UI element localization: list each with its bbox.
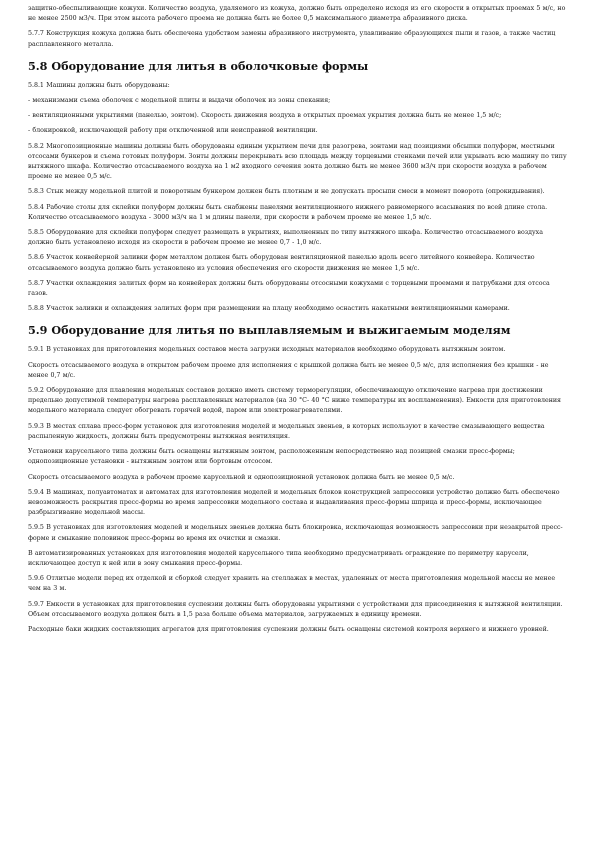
section-heading: 5.9 Оборудование для литья по выплавляемым и выжигаемым моделям [28,323,511,338]
paragraph: защитно-обеспыливающие кожухи. Количество воздуха, удаляемого из кожуха, должно быть определено исходя из его скорости в открытых проемах 5 м/с, но не менее 2500 м3/ч. При этом высота рабочего проема не должна быть не более 0,5 максимального диаметра абразивного диска. [28,5,566,23]
paragraph: - вентиляционными укрытиями (панелью, зонтом). Скорость движения воздуха в открытых проемах укрытия должна быть не менее 1,5 м/с; [28,112,502,120]
section-heading: 5.8 Оборудование для литья в оболочковые формы [28,58,369,73]
paragraph: Расходные баки жидких составляющих агрегатов для приготовления суспензии должны быть оснащены системой контроля верхнего и нижнего уровней. [28,625,549,633]
paragraph: 5.8.4 Рабочие столы для склейки полуформ должны быть снабжены панелями вентиляционного нижнего равномерного всасывания по всей длине стола. Количество отсасываемого воздуха - 3000 м3/ч на 1 м длины панели, при скорости в рабочем проеме не менее 1,5 м/с. [28,203,548,221]
paragraph: 5.9.3 В местах сплава пресс-форм установок для изготовления моделей и модельных звеньев, в которых используют в качестве смазывающего вещества распыленную жидкость, должны быть предусмотрены вытяжная вентиляция. [28,422,545,440]
paragraph: 5.8.8 Участок заливки и охлаждения залитых форм при размещении на плацу необходимо оснастить накатными вентиляционными камерами. [28,305,510,313]
paragraph: 5.9.5 В установках для изготовления моделей и модельных звеньев должна быть блокировка, исключающая возможность запрессовки при незакрытой пресс-форме и смыкание половинок пресс-формы во время их очистки и смазки. [28,524,563,542]
paragraph: 5.8.1 Машины должны быть оборудованы: [28,81,170,89]
paragraph: 5.7.7 Конструкция кожуха должна быть обеспечена удобством замены абразивного инструмента, улавливание образующихся пыли и газов, а также частиц расплавленного металла. [28,30,556,48]
paragraph: - блокировкой, исключающей работу при отключенной или неисправной вентиляции. [28,127,318,135]
paragraph: 5.8.6 Участок конвейерной заливки форм металлом должен быть оборудован вентиляционной панелью вдоль всего литейного конвейера. Количество отсасываемого воздуха должно быть установлено из условия обеспечения его скорости движения не менее 1,5 м/с. [28,254,535,272]
paragraph: 5.8.5 Оборудование для склейки полуформ следует размещать в укрытиях, выполненных по типу вытяжного шкафа. Количество отсасываемого воздуха должно быть установлено исходя из скорости в рабочем проеме не менее 0,7 - 1,0 м/с. [28,229,543,247]
paragraph: - механизмами съема оболочек с модельной плиты и выдачи оболочек из зоны спекания; [28,97,331,105]
paragraph: В автоматизированных установках для изготовления моделей карусельного типа необходимо предусматривать ограждение по периметру карусели, исключающее доступ к ней или в зону смыкания пресс-формы. [28,549,529,567]
paragraph: Установки карусельного типа должны быть оснащены вытяжным зонтом, расположенным непосредственно над позицией смазки пресс-формы; однопозиционные установки - вытяжным зонтом или бортовым отсосом. [28,448,515,466]
paragraph: Скорость отсасываемого воздуха в открытом рабочем проеме для исполнения с крышкой должна быть не менее 0,5 м/с, для исполнения без крышки - не менее 0,7 м/с. [28,361,549,379]
paragraph: 5.9.6 Отлитые модели перед их отделкой и сборкой следует хранить на стеллажах в местах, удаленных от места приготовления модельной массы не менее чем на 3 м. [28,575,556,593]
document-body [28,4,568,640]
paragraph: 5.9.7 Емкости в установках для приготовления суспензии должны быть оборудованы укрытиями с устройствами для присоединения к вытяжной вентиляции. Объем отсасываемого воздуха должен быть в 1,5 раза больше объема материалов, загружаемых в единицу времени. [28,600,563,618]
paragraph: 5.8.7 Участки охлаждения залитых форм на конвейерах должны быть оборудованы отсосными кожухами с торцевыми проемами и патрубками для отсоса газов. [28,279,550,298]
paragraph: 5.9.1 В установках для приготовления модельных составов места загрузки исходных материалов необходимо оборудовать вытяжным зонтом. [28,346,506,354]
paragraph: 5.9.2 Оборудование для плавления модельных составов должно иметь систему терморегуляции, обеспечивающую отключение нагрева при достижении предельно допустимой температуры нагрева расплавленных материалов (на 30 °С- 40 °С ниже температуры их воспламенения). Емкости для приготовления модельного материала следует обогревать горячей водой, паром или электронагревателями. [28,387,562,415]
paragraph: 5.8.3 Стык между модельной плитой и поворотным бункером должен быть плотным и не допускать просыпи смеси в момент поворота (опрокидывания). [28,188,545,196]
paragraph: 5.8.2 Многопозиционные машины должны быть оборудованы единым укрытием печи для разогрева, зонтами над позициями обсыпки полуформ, местными отсосами бункеров и съема готовых полуформ. Зонты должны перекрывать всю площадь между торцевыми стенками печей или укрывать всю машину по типу вытяжного шкафа. Количество отсасываемого воздуха на 1 м2 входного сечения зонта должно быть не менее 3600 м3/ч при скорости воздуха в рабочем проеме не менее 0,5 м/с. [28,142,567,181]
paragraph: 5.9.4 В машинах, полуавтоматах и автоматах для изготовления моделей и модельных блоков конструкцией запрессовки устройство должно быть обеспечено невозможность раскрытия пресс-формы во время запрессовки модельного состава и выдавливания пресс-формы шприца и пресс-формы, исключающее разбрызгивание модельной массы. [28,488,560,517]
paragraph: Скорость отсасываемого воздуха в рабочем проеме карусельной и однопозиционной установок должна быть не менее 0,5 м/с. [28,473,455,481]
